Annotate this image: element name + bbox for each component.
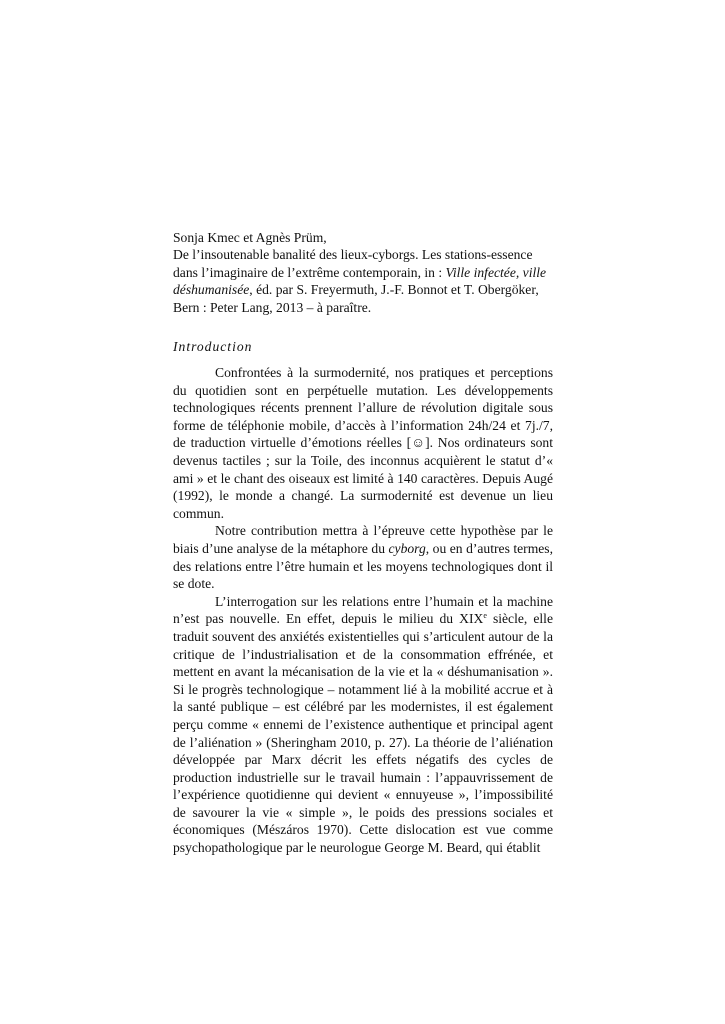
reference-authors: Sonja Kmec et Agnès Prüm, [173, 230, 327, 245]
reference-book-title: Ville infectée, ville déshumanisée [173, 264, 547, 298]
document-page [173, 229, 553, 857]
reference-publisher: Bern : Peter Lang, 2013 – à paraître. [173, 299, 372, 315]
paragraph-2 [173, 522, 553, 592]
paragraph-2-end: , ou en d’autres termes, des relations entre l’être humain et les moyens technologiques dont il se dote. [173, 540, 553, 592]
section-heading: Introduction [173, 339, 253, 355]
paragraph-2-start: Notre contribution mettra à l’épreuve cette hypothèse par le biais d’une analyse de la métaphore du [173, 523, 553, 556]
century-superscript: e [483, 611, 487, 621]
body-text [173, 364, 553, 857]
paragraph-3-end: siècle, elle traduit souvent des anxiétés existentielles qui s’articulent autour de la critique de l’industrialisation et de la consommation effrénée, et mettent en avant la mécanisation de la vie et la « déshumanisation ». Si le progrès technologique – notamment lié à la mobilité accrue et à la santé publique – est célébré par les modernistes, il est également perçu comme « ennemi de l’existence authentique et principal agent de l’aliénation » (Sheringham 2010, p. 27). La théorie de l’aliénation développée par Marx décrit les effets négatifs des cycles de production industrielle sur le travail humain : l’appauvrissement de l’expérience quotidienne qui devient « ennuyeuse », l’impossibilité de savourer la vie « simple », le poids des pressions sociales et économiques (Mészáros 1970). Cette dislocation est vue comme psychopathologique par le neurologue George M. Beard, qui établit [173, 611, 553, 856]
bibliographic-reference [173, 229, 553, 316]
paragraph-3-start: L’interrogation sur les relations entre l’humain et la machine n’est pas nouvelle. En effet, depuis le milieu du XIX [173, 593, 553, 627]
reference-source-prefix: dans l’imaginaire de l’extrême contemporain, in : [173, 264, 446, 280]
reference-editors: , éd. par S. Freyermuth, J.-F. Bonnot et T. Obergöker, [249, 282, 539, 298]
paragraph-1: Confrontées à la surmodernité, nos pratiques et perceptions du quotidien sont en perpétuelle mutation. Les développements technologiques récents prennent l’allure de révolution digitale sous forme de téléphonie mobile, d’accès à l’information 24h/24 et 7j./7, de traduction virtuelle d’émotions réelles [☺]. Nos ordinateurs sont devenus tactiles ; sur la Toile, des inconnus acquièrent le statut d’« ami » et le chant des oiseaux est limité à 140 caractères. Depuis Augé (1992), le monde a changé. La surmodernité est devenue un lieu commun. [173, 365, 553, 521]
reference-source [173, 264, 553, 299]
paragraph-3 [173, 593, 553, 857]
cyborg-term: cyborg [388, 540, 426, 556]
reference-article-title: De l’insoutenable banalité des lieux-cyborgs. Les stations-essence [173, 247, 533, 263]
